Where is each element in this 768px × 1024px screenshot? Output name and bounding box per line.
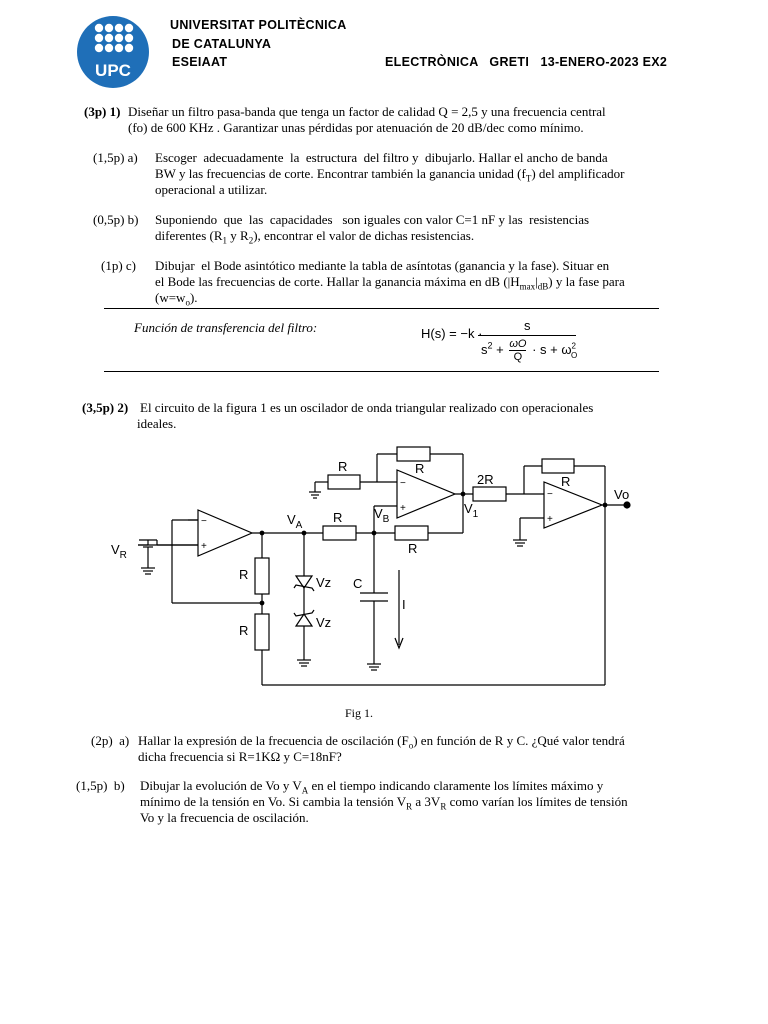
label-vr: $V_R$: [111, 542, 127, 561]
q1a-marker: (1,5p) a): [93, 150, 138, 165]
q1-text-line1: Diseñar un filtro pasa-banda que tenga un factor de calidad Q = 2,5 y una frecuencia central: [128, 104, 606, 119]
q1c-line3: $(w=w_o)$.: [155, 290, 198, 308]
university-name-line2: DE CATALUNYA: [172, 37, 272, 51]
q1c-line1: Dibujar el Bode asintótico mediante la tabla de asíntotas (ganancia y la fase). Situar en: [155, 258, 610, 273]
university-name-line1: UNIVERSITAT POLITÈCNICA: [170, 18, 347, 32]
q2a-line1: Hallar la expresión de la frecuencia de oscilación $(F_o)$ en función de R y C. ¿Qué valor tendrá: [138, 733, 625, 751]
label-2r: 2R: [477, 472, 494, 487]
svg-text:−: −: [201, 516, 207, 527]
course-info: ELECTRÒNICA GRETI 13-ENERO-2023 EX2: [385, 55, 668, 69]
tf-denominator: $s^2$ + $\frac{\omega O}{Q}$ · $s + \omega^2_O$: [481, 338, 578, 363]
q2a-marker: (2p) a): [91, 733, 130, 748]
tf-omega-num: ωO: [509, 338, 527, 350]
q2-text-line1: El circuito de la figura 1 es un oscilador de onda triangular realizado con operacionales: [140, 400, 594, 415]
q2b-line2: mínimo de la tensión en Vo. Si cambia la tensión $V_R$ a $3V_R$ como varían los límites de tensión: [140, 794, 628, 812]
svg-text:+: +: [547, 514, 553, 525]
label-va: $V_A$: [287, 512, 303, 531]
q2a-line2: dicha frecuencia si R=1KΩ y C=18nF?: [138, 749, 342, 764]
tf-numerator: s: [524, 318, 531, 333]
school-name: ESEIAAT: [172, 55, 228, 69]
label-vb: $V_B$: [374, 506, 390, 525]
q1a-line1: Escoger adecuadamente la estructura del filtro y dibujarlo. Hallar el ancho de banda: [155, 150, 608, 165]
label-r-top: R: [338, 459, 348, 474]
label-v1: $V_1$: [464, 501, 479, 520]
label-r-lower: R: [408, 541, 418, 556]
q1-marker: (3p) 1): [84, 104, 121, 119]
q2b-marker: (1,5p) b): [76, 778, 125, 793]
label-r-div2: R: [239, 623, 249, 638]
svg-text:−: −: [547, 489, 553, 500]
label-r-div1: R: [239, 567, 249, 582]
svg-text:+: +: [400, 503, 406, 514]
q1b-marker: (0,5p) b): [93, 212, 139, 227]
label-vz2: Vz: [316, 615, 332, 630]
label-r-out: R: [561, 474, 571, 489]
tf-label: Función de transferencia del filtro:: [134, 320, 318, 335]
label-i: I: [402, 597, 406, 612]
svg-text:+: +: [201, 541, 207, 552]
q1-text-line2: (fo) de 600 KHz . Garantizar unas pérdidas por atenuación de 20 dB/dec como mínimo.: [128, 120, 584, 135]
label-r-feedback: R: [415, 461, 425, 476]
figure-caption: Fig 1.: [345, 706, 374, 720]
svg-text:−: −: [400, 478, 406, 489]
q1c-line2: el Bode las frecuencias de corte. Hallar la ganancia máxima en dB $(|H_{max}|_{dB})$ y la fase para: [155, 274, 625, 292]
upc-logo-text: UPC: [95, 61, 131, 80]
tf-q-den: Q: [513, 351, 523, 363]
q2b-line1: Dibujar la evolución de Vo y $V_A$ en el tiempo indicando claramente los límites máximo y: [140, 778, 604, 796]
q1a-line3: operacional a utilizar.: [155, 182, 268, 197]
label-vz1: Vz: [316, 575, 332, 590]
q2b-line3: Vo y la frecuencia de oscilación.: [140, 810, 309, 825]
label-c: C: [353, 576, 363, 591]
q1a-line2: BW y las frecuencias de corte. Encontrar también la ganancia unidad $(f_T)$ del amplificador: [155, 166, 625, 184]
q1b-line1: Suponiendo que las capacidades son iguales con valor C=1 nF y las resistencias: [155, 212, 590, 227]
tf-lhs: H(s) = −k ·: [421, 326, 483, 341]
q2-text-line2: ideales.: [137, 416, 177, 431]
q1c-marker: (1p) c): [101, 258, 137, 273]
label-vo: Vo: [614, 487, 630, 502]
label-r-mid: R: [333, 510, 343, 525]
q2-marker: (3,5p) 2): [82, 400, 129, 415]
q1b-line2: diferentes ($R_1$ y $R_2$), encontrar el valor de dichas resistencias.: [155, 228, 475, 246]
